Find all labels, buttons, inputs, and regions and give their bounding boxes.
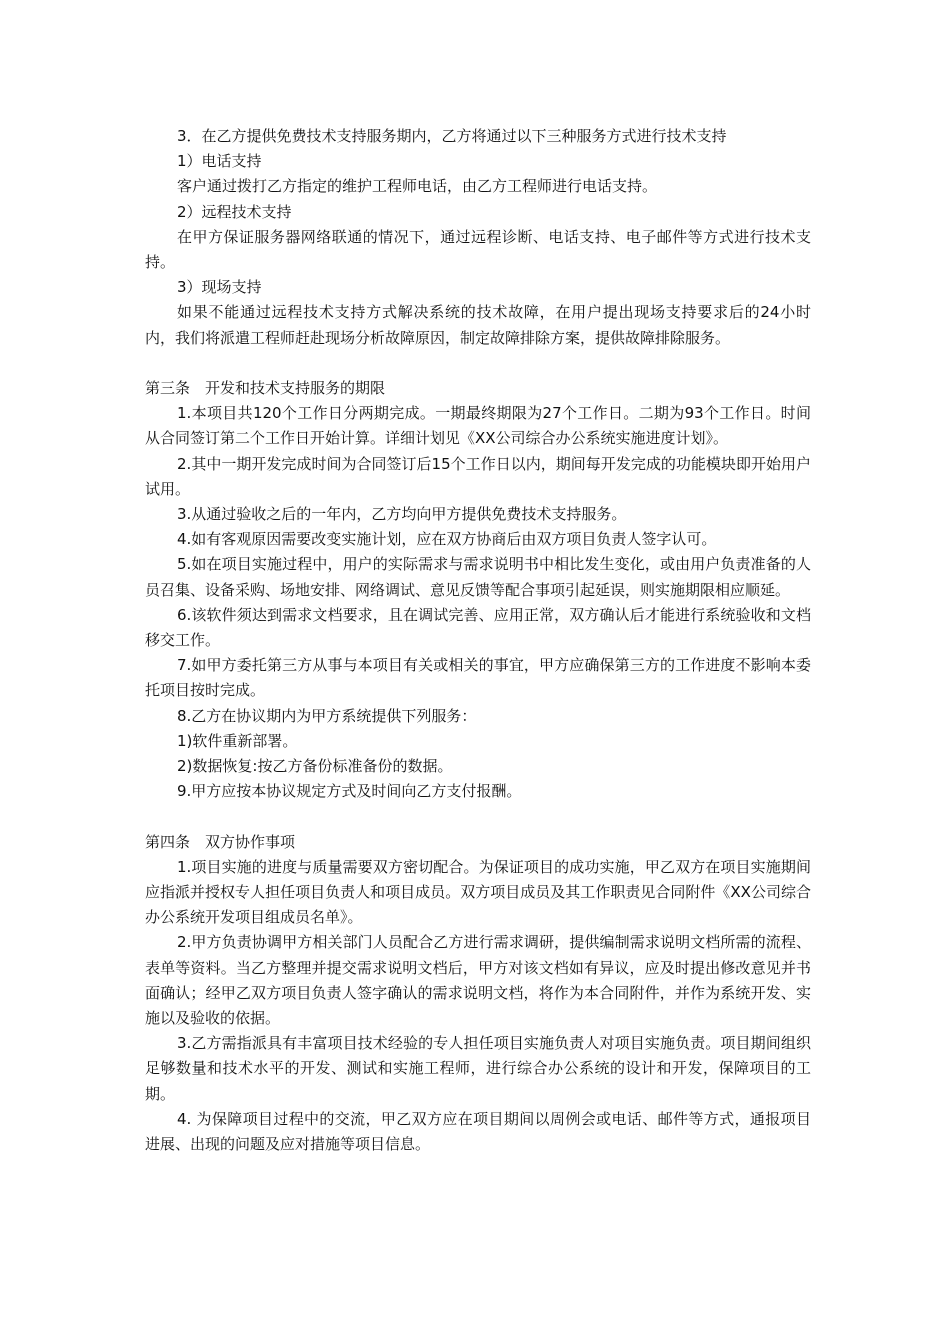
blank-line bbox=[145, 804, 811, 829]
paragraph: 3.从通过验收之后的一年内，乙方均向甲方提供免费技术支持服务。 bbox=[177, 505, 627, 524]
paragraph: 2）远程技术支持 bbox=[177, 202, 292, 221]
paragraph: 如果不能通过远程技术支持方式解决系统的技术故障，在用户提出现场支持要求后的24小时内，我们将派遣工程师赶赴现场分析故障原因，制定故障排除方案，提供故障排除服务。 bbox=[145, 303, 811, 347]
paragraph: 6.该软件须达到需求文档要求，且在调试完善、应用正常，双方确认后才能进行系统验收和文档移交工作。 bbox=[145, 605, 811, 650]
paragraph: 1）电话支持 bbox=[177, 152, 262, 171]
paragraph: 在甲方保证服务器网络联通的情况下，通过远程诊断、电话支持、电子邮件等方式进行技术支持。 bbox=[145, 227, 811, 272]
paragraph: 客户通过拨打乙方指定的维护工程师电话，由乙方工程师进行电话支持。 bbox=[177, 177, 658, 196]
section-heading: 第三条 开发和技术支持服务的期限 bbox=[145, 379, 386, 398]
paragraph: 1.本项目共120个工作日分两期完成。一期最终期限为27个工作日。二期为93个工作日。时间从合同签订第二个工作日开始计算。详细计划见《XX公司综合办公系统实施进度计划》。 bbox=[145, 404, 811, 448]
paragraph: 3．在乙方提供免费技术支持服务期内，乙方将通过以下三种服务方式进行技术支持 bbox=[177, 127, 727, 145]
paragraph: 3）现场支持 bbox=[177, 278, 262, 297]
paragraph: 2.甲方负责协调甲方相关部门人员配合乙方进行需求调研，提供编制需求说明文档所需的流程、表单等资料。当乙方整理并提交需求说明文档后，甲方对该文档如有异议，应及时提出修改意见并书面确认；经甲乙双方项目负责人签字确认的需求说明文档，将作为本合同附件，并作为系统开发、实施以及验收的依据。 bbox=[145, 933, 811, 1028]
support-section bbox=[145, 124, 811, 351]
paragraph: 4. 为保障项目过程中的交流，甲乙双方应在项目期间以周例会或电话、邮件等方式，通报项目进展、出现的问题及应对措施等项目信息。 bbox=[145, 1109, 811, 1154]
paragraph: 8.乙方在协议期内为甲方系统提供下列服务： bbox=[177, 706, 477, 725]
article-three-section bbox=[145, 376, 811, 804]
document-page bbox=[145, 124, 811, 1157]
blank-line bbox=[145, 351, 811, 376]
paragraph: 2.其中一期开发完成时间为合同签订后15个工作日以内，期间每开发完成的功能模块即开始用户试用。 bbox=[145, 454, 811, 498]
paragraph: 3.乙方需指派具有丰富项目技术经验的专人担任项目实施负责人对项目实施负责。项目期间组织足够数量和技术水平的开发、测试和实施工程师，进行综合办公系统的设计和开发，保障项目的工期。 bbox=[145, 1034, 811, 1103]
article-four-section bbox=[145, 830, 811, 1158]
paragraph: 2)数据恢复:按乙方备份标准备份的数据。 bbox=[177, 757, 453, 776]
paragraph: 5.如在项目实施过程中，用户的实际需求与需求说明书中相比发生变化，或由用户负责准备的人员召集、设备采购、场地安排、网络调试、意见反馈等配合事项引起延误，则实施期限相应顺延。 bbox=[145, 555, 811, 599]
section-heading: 第四条 双方协作事项 bbox=[145, 832, 296, 851]
paragraph: 1.项目实施的进度与质量需要双方密切配合。为保证项目的成功实施，甲乙双方在项目实施期间应指派并授权专人担任项目负责人和项目成员。双方项目成员及其工作职责见合同附件《XX公司综合办公系统开发项目组成员名单》。 bbox=[145, 857, 811, 927]
paragraph: 7.如甲方委托第三方从事与本项目有关或相关的事宜，甲方应确保第三方的工作进度不影响本委托项目按时完成。 bbox=[145, 656, 811, 700]
paragraph: 4.如有客观原因需要改变实施计划，应在双方协商后由双方项目负责人签字认可。 bbox=[177, 530, 717, 549]
paragraph: 9.甲方应按本协议规定方式及时间向乙方支付报酬。 bbox=[177, 782, 522, 801]
paragraph: 1)软件重新部署。 bbox=[177, 731, 298, 750]
